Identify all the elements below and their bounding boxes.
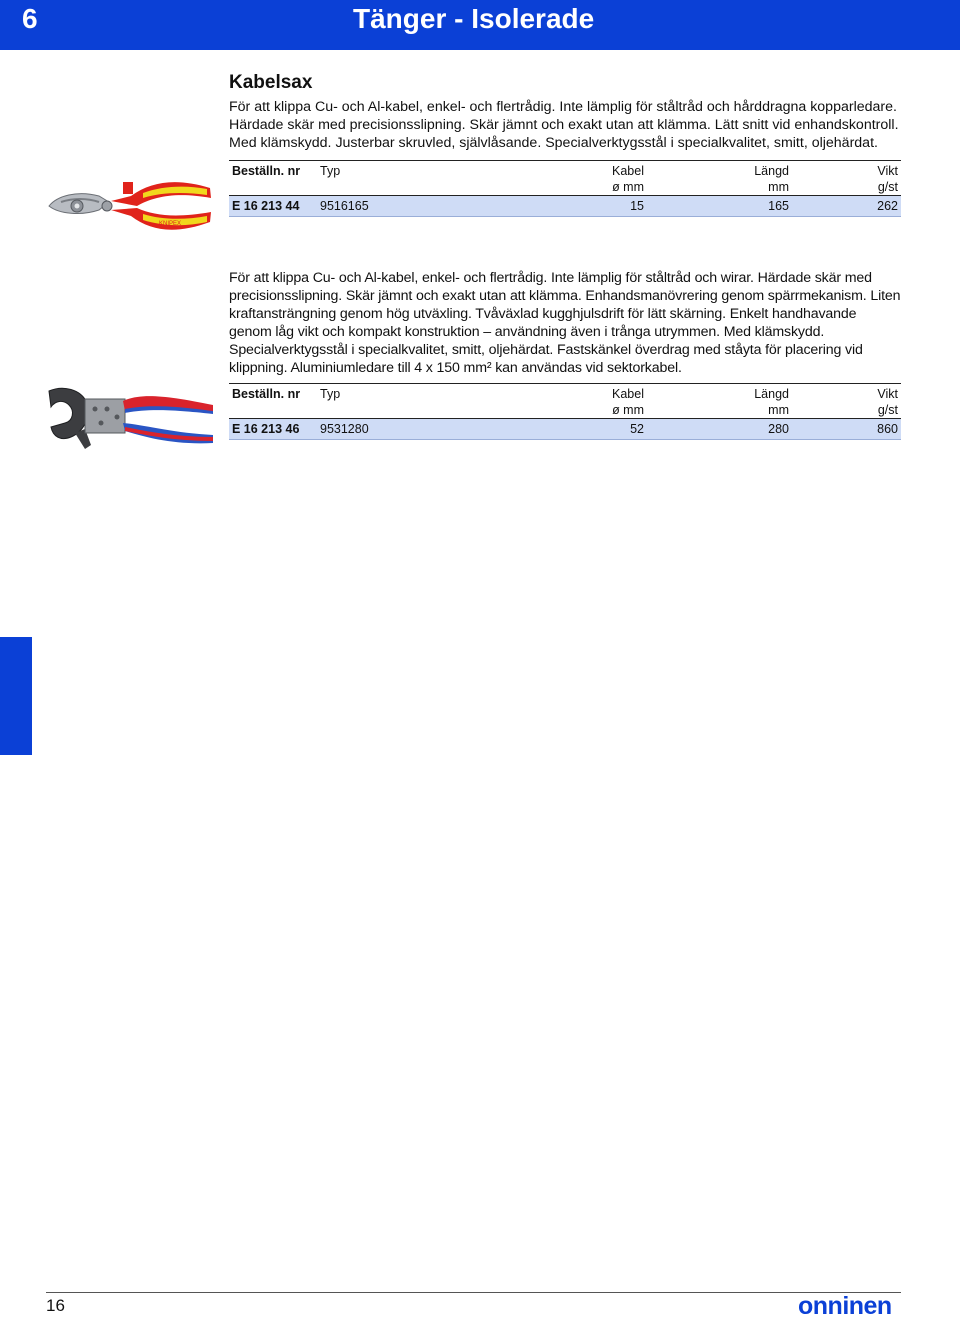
- cable-shears-icon: [47, 176, 213, 234]
- chapter-title: Tänger - Isolerade: [353, 3, 595, 34]
- col-header-type: Typ: [317, 384, 597, 419]
- cell-type: 9531280: [317, 419, 597, 440]
- cell-length: 280: [647, 419, 792, 440]
- col-header-length: Längd mm: [647, 384, 792, 419]
- cell-cable: 15: [597, 196, 647, 217]
- product-section-kabelsax: [229, 72, 901, 217]
- table-header-row: [229, 384, 901, 419]
- table-header-row: [229, 161, 901, 196]
- chapter-header-bar: [0, 0, 960, 50]
- ratchet-cable-cutter-icon: [45, 383, 215, 453]
- chapter-number: 6: [22, 3, 38, 34]
- col-header-weight: Vikt g/st: [792, 161, 901, 196]
- cell-weight: 860: [792, 419, 901, 440]
- col-header-cable: Kabel ø mm: [597, 384, 647, 419]
- spec-table: [229, 383, 901, 440]
- chapter-side-tab: [0, 637, 32, 755]
- product-description: För att klippa Cu- och Al-kabel, enkel- och flertrådig. Inte lämplig för ståltråd och hårddragna kopparledare. Härdade skär med precisionsslipning. Skär jämnt och exakt utan att klämma. Lätt snitt vid enhandskontroll. Med klämskydd. Justerbar skruvled, självlåsande. Specialverktygsstål i specialkvalitet, smitt, oljehärdat.: [229, 99, 899, 151]
- cell-length: 165: [647, 196, 792, 217]
- col-header-type: Typ: [317, 161, 597, 196]
- svg-text:KNIPEX: KNIPEX: [159, 221, 182, 227]
- onninen-logo: onninen: [798, 1292, 892, 1320]
- table-row: [229, 196, 901, 217]
- product-title: Kabelsax: [229, 72, 313, 93]
- col-header-cable: Kabel ø mm: [597, 161, 647, 196]
- cell-weight: 262: [792, 196, 901, 217]
- spec-table: [229, 160, 901, 217]
- col-header-order: Beställn. nr: [229, 161, 317, 196]
- cell-order-number: E 16 213 46: [229, 419, 317, 440]
- table-row: [229, 419, 901, 440]
- cell-order-number: E 16 213 44: [229, 196, 317, 217]
- product-description: För att klippa Cu- och Al-kabel, enkel- och flertrådig. Inte lämplig för ståltråd och wirar. Härdade skär med precisionsslipning. Skär jämnt och exakt utan att klämma. Enhandsmanövrering genom spärrmekanism. Liten kraftansträngning genom hög utväxling. Tvåväxlad kugghjulsdrift för lätt skärning. Enkelt handhavande genom låg vikt och kompakt konstruktion – användning även i trånga utrymmen. Med klämskydd. Specialverktygsstål i specialkvalitet, smitt, oljehärdat. Fastskänkel överdrag med ståyta för placering vid klippning. Aluminiumledare till 4 x 150 mm² kan användas vid sektorkabel.: [229, 270, 901, 376]
- product-section-ratchet-cutter: [229, 269, 901, 440]
- col-header-length: Längd mm: [647, 161, 792, 196]
- page-number: 16: [46, 1296, 65, 1315]
- footer-divider: [46, 1292, 901, 1293]
- cell-type: 9516165: [317, 196, 597, 217]
- col-header-order: Beställn. nr: [229, 384, 317, 419]
- cell-cable: 52: [597, 419, 647, 440]
- col-header-weight: Vikt g/st: [792, 384, 901, 419]
